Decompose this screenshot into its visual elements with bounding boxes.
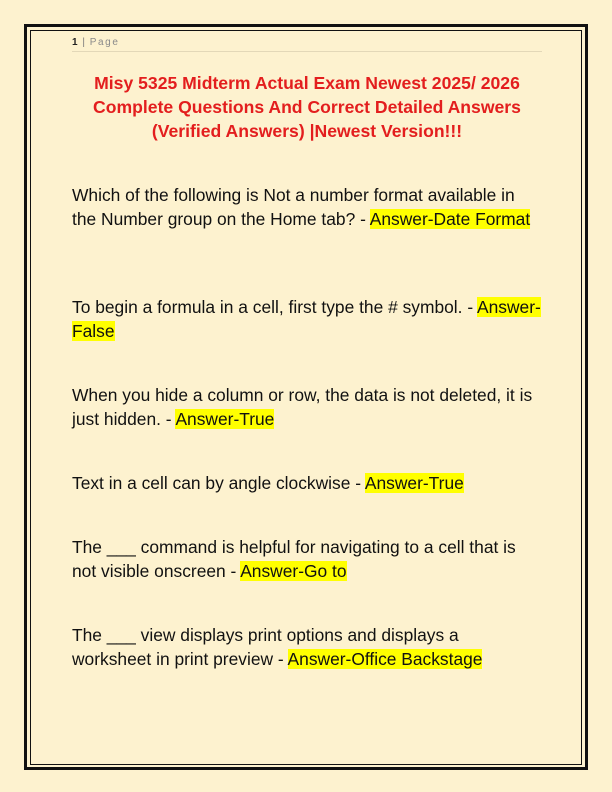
page-label: Page <box>89 37 120 48</box>
qa-item <box>72 383 542 431</box>
question-text: Text in a cell can by angle clockwise - <box>72 473 365 493</box>
answer-text: Answer-Date Format <box>369 209 531 229</box>
answer-text: Answer-False <box>72 297 541 341</box>
answer-text: Answer-True <box>364 473 464 493</box>
page-header-separator: | <box>82 37 85 48</box>
question-text: Which of the following is Not a number format available in the Number group on the Home tab? - <box>72 185 515 229</box>
qa-item <box>72 623 542 671</box>
answer-text: Answer-Office Backstage <box>287 649 483 669</box>
answer-text: Answer-True <box>175 409 275 429</box>
question-text: To begin a formula in a cell, first type the # symbol. - <box>72 297 478 317</box>
qa-item <box>72 471 542 495</box>
qa-item <box>72 295 542 343</box>
page-number: 1 <box>72 37 78 48</box>
qa-item <box>72 535 542 583</box>
question-text: When you hide a column or row, the data is not deleted, it is just hidden. - <box>72 385 533 429</box>
question-text: The ___ command is helpful for navigating to a cell that is not visible onscreen - <box>72 537 516 581</box>
question-text: The ___ view displays print options and displays a worksheet in print preview - <box>72 625 459 669</box>
document-title: Misy 5325 Midterm Actual Exam Newest 2025/ 2026 Complete Questions And Correct Detailed Answers (Verified Answers) |Newest Version!!! <box>93 73 521 141</box>
qa-item <box>72 183 542 231</box>
answer-text: Answer-Go to <box>240 561 347 581</box>
page-header <box>72 36 542 52</box>
